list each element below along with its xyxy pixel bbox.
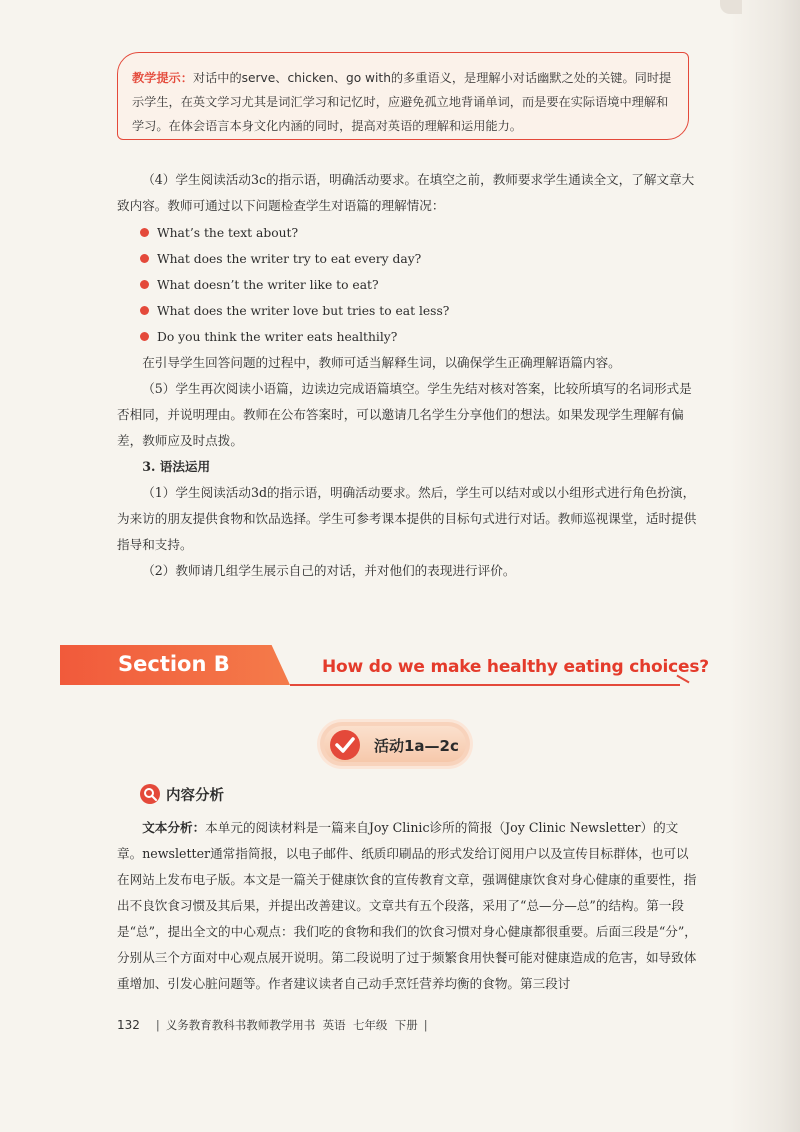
activity-label: 活动1a—2c: [374, 737, 459, 755]
reading-steps-block: [117, 350, 697, 584]
text-analysis-paragraph: [117, 815, 697, 997]
after-questions-paragraph: 在引导学生回答问题的过程中，教师可适当解释生词，以确保学生正确理解语篇内容。: [142, 355, 621, 370]
section-underline: [290, 684, 680, 686]
page-edge-shadow: [730, 0, 800, 1132]
grammar-heading: 3. 语法运用: [142, 459, 211, 474]
content-analysis-heading: 内容分析: [166, 788, 224, 804]
question-item: What does the writer try to eat every day?: [140, 248, 680, 274]
question-item: What does the writer love but tries to eat less?: [140, 300, 680, 326]
footer-divider: |: [155, 1018, 160, 1032]
teaching-tip-box: [117, 52, 689, 140]
section-label: Section B: [118, 652, 230, 676]
grammar-step-2: （2）教师请几组学生展示自己的对话，并对他们的表现进行评价。: [142, 563, 516, 578]
comprehension-questions-list: [140, 222, 680, 352]
question-item: What’s the text about?: [140, 222, 680, 248]
grammar-step-1: （1）学生阅读活动3d的指示语，明确活动要求。然后，学生可以结对或以小组形式进行角色扮演，为来访的朋友提供食物和饮品选择。学生可参考课本提供的目标句式进行对话。教师巡视课堂，适时提供指导和支持。: [117, 485, 697, 552]
teaching-tip-label: 教学提示：: [132, 71, 193, 85]
text-analysis-lead: 文本分析：: [142, 820, 206, 835]
footer-grade: 七年级: [352, 1018, 388, 1032]
step-4-paragraph: （4）学生阅读活动3c的指示语，明确活动要求。在填空之前，教师要求学生通读全文，了解文章大致内容。教师可通过以下问题检查学生对语篇的理解情况：: [117, 172, 695, 213]
page-number: 132: [117, 1018, 140, 1032]
footer-volume: 下册: [394, 1018, 418, 1032]
page-footer: [117, 1017, 434, 1033]
teaching-tip-text: 对话中的serve、chicken、go with的多重语义，是理解小对话幽默之处的关键。同时提示学生，在英文学习尤其是词汇学习和记忆时，应避免孤立地背诵单词，而是要在实际语境中理解和学习。在体会语言本身文化内涵的同时，提高对英语的理解和运用能力。: [132, 71, 672, 133]
text-analysis-block: [117, 815, 697, 997]
magnifier-icon: [140, 784, 160, 804]
step-5-paragraph: （5）学生再次阅读小语篇，边读边完成语篇填空。学生先结对核对答案，比较所填写的名词形式是否相同，并说明理由。教师在公布答案时，可以邀请几名学生分享他们的想法。如果发现学生理解有偏差，教师应及时点拨。: [117, 381, 692, 448]
footer-divider: |: [423, 1018, 428, 1032]
question-item: What doesn’t the writer like to eat?: [140, 274, 680, 300]
question-item: Do you think the writer eats healthily?: [140, 326, 680, 352]
footer-book-title: 义务教育教科书教师教学用书: [165, 1018, 316, 1032]
check-icon: [330, 730, 360, 760]
section-title: How do we make healthy eating choices?: [322, 657, 709, 677]
footer-subject: 英语: [322, 1018, 346, 1032]
step-4-block: [117, 167, 697, 219]
page-corner-mark: [720, 0, 742, 14]
text-analysis-body: 本单元的阅读材料是一篇来自Joy Clinic诊所的简报（Joy Clinic Newsletter）的文章。newsletter通常指简报，以电子邮件、纸质印刷品的形式发给订阅用户以及宣传目标群体，也可以在网站上发布电子版。本文是一篇关于健康饮食的宣传教育文章，强调健康饮食对身心健康的重要性，指出不良饮食习惯及其后果，并提出改善建议。文章共有五个段落，采用了“总—分—总”的结构。第一段是“总”，提出全文的中心观点：我们吃的食物和我们的饮食习惯对身心健康都很重要。后面三段是“分”，分别从三个方面对中心观点展开说明。第二段说明了过于频繁食用快餐可能对健康造成的危害，如导致体重增加、引发心脏问题等。作者建议读者自己动手烹饪营养均衡的食物。第三段讨: [117, 820, 697, 991]
